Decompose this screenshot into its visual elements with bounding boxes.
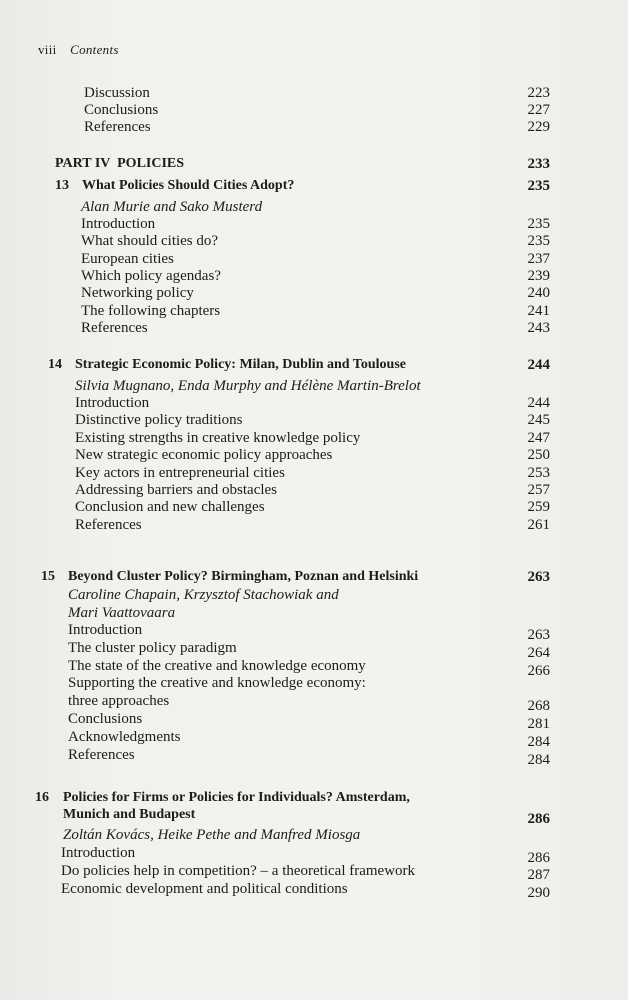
toc-entry-page: 240 bbox=[527, 285, 550, 301]
toc-entry bbox=[0, 250, 628, 268]
toc-entry bbox=[0, 302, 628, 320]
toc-entry-title: New strategic economic policy approaches bbox=[75, 447, 333, 463]
toc-entry bbox=[0, 267, 628, 285]
chapter-number: 15 bbox=[41, 569, 55, 584]
chapter-title: Munich and Budapest bbox=[63, 807, 196, 822]
toc-entry-page: 247 bbox=[527, 430, 550, 446]
toc-entry-title: The following chapters bbox=[81, 303, 221, 319]
toc-entry-page: 281 bbox=[527, 716, 550, 732]
toc-entry-page: 290 bbox=[527, 885, 550, 901]
chapter-authors bbox=[0, 604, 628, 622]
toc-entry-title: The cluster policy paradigm bbox=[68, 640, 237, 656]
toc-entry-title: Supporting the creative and knowledge economy: bbox=[68, 675, 366, 691]
toc-entry-page: 239 bbox=[527, 268, 550, 284]
toc-entry-title: Conclusions bbox=[84, 102, 159, 118]
running-head bbox=[38, 42, 119, 58]
toc-entry-page: 263 bbox=[527, 627, 550, 643]
chapter-authors-text: Caroline Chapain, Krzysztof Stachowiak and bbox=[68, 587, 339, 603]
toc-entry-page: 250 bbox=[527, 447, 550, 463]
toc-entry-title: References bbox=[81, 320, 148, 336]
toc-entry bbox=[0, 319, 628, 337]
toc-entry-title: European cities bbox=[81, 251, 174, 267]
chapter-page: 263 bbox=[527, 569, 550, 585]
running-title: Contents bbox=[70, 42, 119, 57]
toc-entry bbox=[0, 394, 628, 412]
toc-entry-title: References bbox=[75, 517, 142, 533]
chapter-heading bbox=[0, 789, 628, 807]
chapter-authors-text: Alan Murie and Sako Musterd bbox=[81, 199, 263, 215]
toc-entry-title: Addressing barriers and obstacles bbox=[75, 482, 278, 498]
chapter-number: 13 bbox=[55, 178, 69, 193]
toc-entry-page: 259 bbox=[527, 499, 550, 515]
toc-entry bbox=[0, 118, 628, 136]
chapter-title: Strategic Economic Policy: Milan, Dublin and Toulouse bbox=[75, 357, 406, 372]
chapter-number: 16 bbox=[35, 790, 49, 805]
toc-entry-page: 253 bbox=[527, 465, 550, 481]
toc-entry-page: 286 bbox=[527, 850, 550, 866]
toc-entry-title: Do policies help in competition? – a theoretical framework bbox=[61, 863, 416, 879]
chapter-authors-text: Mari Vaattovaara bbox=[68, 605, 176, 621]
chapter-heading-cont bbox=[0, 806, 628, 827]
chapter-title: Beyond Cluster Policy? Birmingham, Poznan and Helsinki bbox=[68, 569, 419, 584]
toc-entry-title: Which policy agendas? bbox=[81, 268, 221, 284]
toc-entry-title: References bbox=[84, 119, 151, 135]
toc-entry-title: Introduction bbox=[81, 216, 156, 232]
chapter-authors bbox=[0, 826, 628, 844]
toc-entry bbox=[0, 411, 628, 429]
toc-entry-page: 287 bbox=[527, 867, 550, 883]
toc-entry-title: Discussion bbox=[84, 85, 150, 101]
chapter-page: 235 bbox=[527, 178, 550, 194]
chapter-title: What Policies Should Cities Adopt? bbox=[82, 178, 295, 193]
toc-entry-page: 264 bbox=[527, 645, 550, 661]
toc-entry-title: Economic development and political conditions bbox=[61, 881, 348, 897]
toc-entry-title: Introduction bbox=[61, 845, 136, 861]
part-heading bbox=[0, 155, 628, 173]
toc-entry bbox=[0, 446, 628, 464]
toc-entry bbox=[0, 498, 628, 516]
toc-entry-page: 237 bbox=[527, 251, 550, 267]
toc-entry bbox=[0, 880, 628, 901]
toc-entry bbox=[0, 674, 628, 692]
toc-entry-page: 244 bbox=[527, 395, 550, 411]
toc-entry-page: 243 bbox=[527, 320, 550, 336]
toc-entry bbox=[0, 516, 628, 534]
toc-entry-title: What should cities do? bbox=[81, 233, 219, 249]
toc-entry-title: Conclusion and new challenges bbox=[75, 499, 265, 515]
toc-entry-title: three approaches bbox=[68, 693, 170, 709]
page-folio: viii bbox=[38, 42, 57, 57]
toc-entry bbox=[0, 429, 628, 447]
toc-entry bbox=[0, 464, 628, 482]
chapter-heading bbox=[0, 356, 628, 374]
chapter-authors bbox=[0, 586, 628, 604]
toc-entry-page: 284 bbox=[527, 752, 550, 768]
toc-entry-page: 227 bbox=[527, 102, 550, 118]
toc-entry-page: 284 bbox=[527, 734, 550, 750]
part-page: 233 bbox=[527, 156, 550, 172]
toc-entry-page: 245 bbox=[527, 412, 550, 428]
toc-entry-title: Conclusions bbox=[68, 711, 143, 727]
toc-entry-page: 235 bbox=[527, 216, 550, 232]
toc-entry-page: 229 bbox=[527, 119, 550, 135]
toc-entry-page: 257 bbox=[527, 482, 550, 498]
toc-entry-title: Distinctive policy traditions bbox=[75, 412, 243, 428]
chapter-authors bbox=[0, 198, 628, 216]
toc-entry-page-row bbox=[0, 751, 628, 769]
toc-entry bbox=[0, 232, 628, 250]
toc-entry-page: 235 bbox=[527, 233, 550, 249]
toc-entry bbox=[0, 101, 628, 119]
toc-entry bbox=[0, 215, 628, 233]
toc-entry-title: Key actors in entrepreneurial cities bbox=[75, 465, 285, 481]
chapter-authors-text: Silvia Mugnano, Enda Murphy and Hélène Martin-Brelot bbox=[75, 378, 421, 394]
toc-entry-title: Acknowledgments bbox=[68, 729, 181, 745]
chapter-title: Policies for Firms or Policies for Individuals? Amsterdam, bbox=[63, 790, 410, 805]
chapter-heading bbox=[0, 177, 628, 195]
toc-entry bbox=[0, 284, 628, 302]
toc-entry-page: 223 bbox=[527, 85, 550, 101]
toc-entry-page: 261 bbox=[527, 517, 550, 533]
toc-entry-title: Introduction bbox=[68, 622, 143, 638]
toc-entry-page: 266 bbox=[527, 663, 550, 679]
toc-entry bbox=[0, 84, 628, 102]
chapter-heading bbox=[0, 568, 628, 586]
chapter-page: 286 bbox=[527, 811, 550, 827]
chapter-authors-text: Zoltán Kovács, Heike Pethe and Manfred Miosga bbox=[63, 827, 361, 843]
toc-entry-title: Existing strengths in creative knowledge policy bbox=[75, 430, 361, 446]
chapter-number: 14 bbox=[48, 357, 62, 372]
chapter-authors bbox=[0, 377, 628, 395]
chapter-page: 244 bbox=[527, 357, 550, 373]
toc-entry-title: Networking policy bbox=[81, 285, 194, 301]
toc-entry-title: The state of the creative and knowledge economy bbox=[68, 658, 366, 674]
toc-entry-page: 268 bbox=[527, 698, 550, 714]
toc-entry-title: References bbox=[68, 747, 135, 763]
part-title: PART IV POLICIES bbox=[55, 156, 185, 171]
toc-entry-title: Introduction bbox=[75, 395, 150, 411]
toc-entry-page: 241 bbox=[527, 303, 550, 319]
toc-entry bbox=[0, 481, 628, 499]
